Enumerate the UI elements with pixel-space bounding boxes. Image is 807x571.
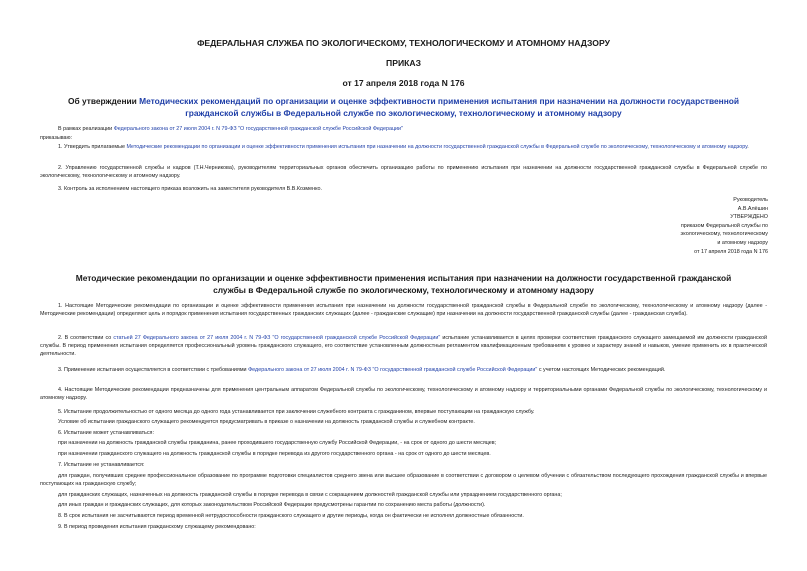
rec-2-suffix: испытание устанавливается в целях проверки соответствия гражданского служащего замещаемой им должности гражданской службы. В период применения испытания определяется профессиональный уровень гражданского служащего, его соответствие установленным должностным регламентом квалификационным требованиям к уровню и характеру знаний и навыков, умение применить их в практической деятельности. [40, 335, 767, 358]
intro-paragraph [40, 125, 767, 133]
rec-5: 5. Испытание продолжительностью от одного месяца до одного года устанавливается при заключении служебного контракта с гражданином, впервые поступающим на гражданскую службу. [58, 409, 535, 415]
rec-2-link[interactable]: статьей 27 Федерального закона от 27 июля 2004 г. N 79-ФЗ "О государственной гражданской службе Российской Федерации" [113, 335, 441, 341]
approved-line-3: и атомному надзору [717, 239, 768, 246]
rec-6b: при назначении гражданского служащего на должность гражданской службы в порядке перевода из другого государственного органа - на срок от одного до шести месяцев. [58, 451, 491, 457]
rec-3-prefix: 3. Применение испытания осуществляется в соответствии с требованиями [58, 367, 249, 373]
rec-5b: Условие об испытании гражданского служащего рекомендуется предусматривать в приказе о назначении на должность гражданской службы и служебном контракте. [58, 419, 475, 425]
approved-line-2: экологическому, технологическому [680, 231, 768, 238]
rec-3 [40, 366, 767, 374]
rec-9: 9. В период проведения испытания гражданскому служащему рекомендовано: [58, 524, 256, 530]
point-1-suffix: . [747, 144, 749, 150]
agency-heading: ФЕДЕРАЛЬНАЯ СЛУЖБА ПО ЭКОЛОГИЧЕСКОМУ, ТЕХНОЛОГИЧЕСКОМУ И АТОМНОМУ НАДЗОРУ [197, 38, 610, 48]
rec-7c: для иных граждан и гражданских служащих, для которых законодательством Российской Федерации предусмотрены гарантии по сохранению места работы (должности). [58, 502, 486, 508]
point-1-link[interactable]: Методические рекомендации по организации и оценке эффективности применения испытания при назначении на должности государственной гражданской службы в Федеральной службе по экологическому, технологическому и атомному надзору [126, 144, 748, 150]
rec-4: 4. Настоящие Методические рекомендации предназначены для применения центральным аппаратом Федеральной службы по экологическому, технологическому и атомному надзору и территориальными органами Федеральной службы по экологическому, технологическому и атомному надзору. [40, 387, 767, 402]
signature-block [640, 196, 768, 256]
signature-role: Руководитель [733, 197, 768, 203]
signature-name: А.В.Алёшин [737, 205, 768, 212]
order-word: приказываю: [40, 135, 73, 141]
rec-2 [40, 334, 767, 359]
point-1 [40, 143, 767, 151]
rec-3-link[interactable]: Федерального закона от 27 июля 2004 г. N 79-ФЗ "О государственной гражданской службе Российской Федерации" [248, 367, 538, 373]
rec-6a: при назначении на должность гражданской службы гражданина, ранее проходившего государственную службу Российской Федерации, - на срок от одного до шести месяцев; [58, 440, 497, 446]
law-link[interactable]: Федерального закона от 27 июля 2004 г. N 79-ФЗ "О государственной гражданской службе Российской Федерации" [113, 126, 403, 132]
rec-3-suffix: с учетом настоящих Методических рекомендаций. [537, 367, 666, 373]
rec-1: 1. Настоящие Методические рекомендации по организации и оценке эффективности применения испытания при назначении на должности государственной гражданской службы в Федеральной службе по экологическому, технологическому и атомному надзору (далее - Методические рекомендации) определяют цель и порядок применения испытания государственных гражданских служащих (далее - гражданские служащие) при назначении на должности государственной гражданской службы (далее - гражданская служба). [40, 303, 767, 318]
rec-7b: для гражданских служащих, назначенных на должность гражданской службы в порядке перевода в связи с сокращением должностей гражданской службы или упразднением государственного органа; [58, 492, 562, 498]
point-2: 2. Управлению государственной службы и кадров (Т.Н.Черникова), руководителям территориальных органов обеспечить организацию работы по применению испытания при назначении на должности государственной гражданской службы в Федеральной службе по экологическому, технологическому и атомному надзору. [40, 165, 767, 180]
rec-8: 8. В срок испытания не засчитываются период временной нетрудоспособности гражданского служащего и другие периоды, когда он фактически не исполнял должностные обязанности. [58, 513, 524, 519]
rec-7: 7. Испытание не устанавливается: [58, 462, 145, 468]
recommendations-title: Методические рекомендации по организации и оценке эффективности применения испытания при назначении на должности государственной гражданской службы в Федеральной службе по экологическому, технологическому и атомному надзору [75, 273, 732, 295]
order-title-prefix: Об утверждении [67, 96, 140, 106]
intro-prefix: В рамках реализации [58, 126, 114, 132]
approved-line-1: приказом Федеральной службы по [680, 222, 768, 229]
approved-label: УТВЕРЖДЕНО [730, 214, 768, 221]
rec-2-prefix: 2. В соответствии со [58, 335, 114, 341]
order-date-number: от 17 апреля 2018 года N 176 [342, 78, 465, 88]
rec-7a: для граждан, получивших среднее профессиональное образование по программе подготовки специалистов среднего звена или высшее образование в соответствии с договором о целевом обучении с обязательством последующего прохождения гражданской службы и впервые поступающих на гражданскую службу; [40, 473, 767, 488]
recommendations-link[interactable]: Методических рекомендаций по организации и оценке эффективности применения испытания при назначении на должности государственной гражданской службы в Федеральной службе по экологическому, технологическому и атомному надзору [139, 96, 740, 118]
point-1-prefix: 1. Утвердить прилагаемые [58, 144, 127, 150]
point-3: 3. Контроль за исполнением настоящего приказа возложить на заместителя руководителя В.В.Козменко. [58, 186, 323, 192]
approved-line-4: от 17 апреля 2018 года N 176 [694, 248, 768, 255]
doc-type-heading: ПРИКАЗ [386, 58, 421, 68]
order-title [50, 95, 757, 119]
rec-6: 6. Испытание может устанавливаться: [58, 430, 154, 436]
